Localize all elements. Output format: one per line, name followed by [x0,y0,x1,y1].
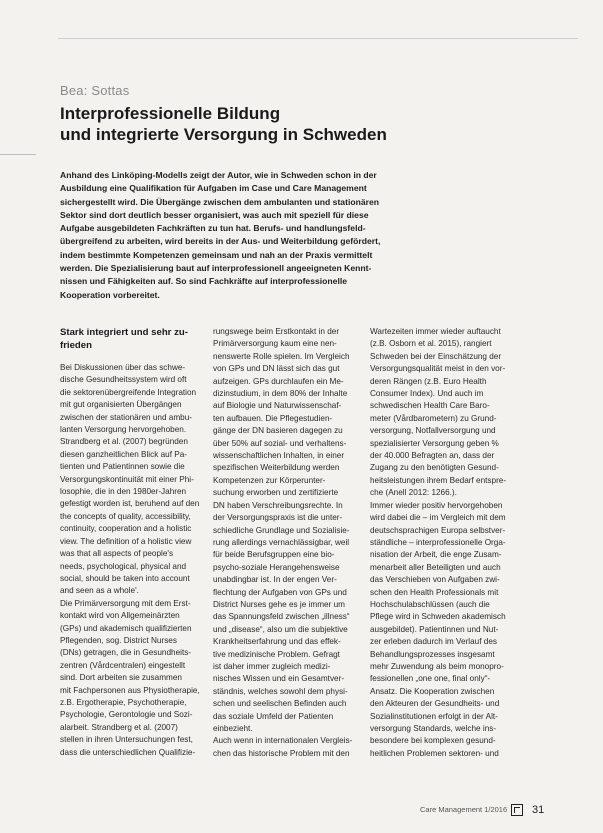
text-line: indem bestimmte Kompetenzen gemeinsam und nah an der Praxis vermittelt [60,249,373,260]
page-icon [511,804,523,816]
text-line: unabdingbar ist. In der engen Ver- [213,575,337,585]
text-line: suchung erworben und zertifizierte [213,488,339,498]
text-line: mit gut organisierten Übergängen [60,400,182,410]
title-line: und integrierte Versorgung in Schweden [60,125,387,144]
text-line: Aufgabe ausgebildeten Fachkräften zu tun hat. Berufs- und handlungsfeld- [60,223,366,234]
text-line: von GPs und DN lässt sich das gut [213,364,340,374]
text-line: besondere bei komplexen gesund- [370,736,496,746]
text-line: psycho-soziale Herangehensweise [213,562,340,572]
text-line: aufzeigen. GPs durchlaufen ein Me- [213,376,344,386]
text-line: flechtung der Aufgaben von GPs und [213,587,347,597]
text-line: schen den Health Professionals mit [370,587,499,597]
text-line: Psychologie, Gerontologie und Sozi- [60,710,193,720]
text-line: wissenschaftlichen Inhalten, in einer [213,451,345,461]
text-line: Consumer Index). Und auch im [370,389,484,399]
section-heading-line: Stark integriert und sehr zu- [60,327,188,338]
text-line: ten aufbauen. Die Pflegestudien- [213,413,333,423]
text-line: gefestigt worden ist, beruhend auf den [60,499,200,509]
text-line: deren Rängen (z.B. Euro Health [370,376,487,386]
author-name: Bea: Sottas [60,83,130,98]
section-heading [60,326,210,352]
text-line: menarbeit aller Beteiligten und auch [370,562,501,572]
text-line: District Nurses gehe es je immer um [213,599,345,609]
page-number: 31 [532,804,545,816]
text-line: Wartezeiten immer wieder auftaucht [370,327,501,336]
text-line: dass die unterschiedlichen Qualifizie- [60,747,196,757]
text-line: meter (Vårdbarometern) zu Grund- [370,413,497,423]
text-line: spezifischen Weiterbildung werden [213,463,340,473]
text-line: deutschsprachigen Europa selbstver- [370,525,506,535]
text-line: and seen as a whole'. [60,586,139,596]
text-line: diesen ganzheitlichen Blick auf Pa- [60,449,187,459]
text-line: heitlichen Problemen sektoren- und [370,748,499,758]
text-line: Auch wenn in internationalen Vergleis- [213,736,353,746]
text-line: das Spannungsfeld zwischen „illness“ [213,612,350,622]
text-line: Behandlungsprozesses insgesamt [370,649,495,659]
text-line: das soziale Umfeld der Patienten [213,711,334,721]
text-line: ständliche – interprofessionelle Orga- [370,537,506,547]
text-line: fessionellen „one one, final only“- [370,674,491,684]
text-line: social, should be taken into account [60,573,190,583]
text-line: kontakt wird von Allgemeinärzten [60,611,180,621]
text-line: Zugang zu den benötigten Gesund- [370,463,499,473]
text-line: Versorgungsqualität meist in den vor- [370,364,506,374]
text-line: und „disease“, also um die subjektive [213,624,348,634]
column-body [60,362,210,759]
text-line: Pflegenden, sog. District Nurses [60,635,177,645]
text-line: mit Fachpersonen aus Physiotherapie, [60,685,200,695]
text-line: (GPs) und akademisch qualifizierten [60,623,192,633]
text-line: der Versorgungspraxis ist die unter- [213,513,343,523]
text-line: versorgung Standards, welche ins- [370,724,497,733]
text-column-2 [213,326,363,760]
text-line: alarbeit. Strandberg et al. (2007) [60,722,178,732]
text-line: Ausbildung eine Qualifikation für Aufgaben im Case und Care Management [60,183,367,194]
text-line: gänge der DN basieren dagegen zu [213,426,343,436]
section-heading-line: frieden [60,340,92,351]
text-line: Krankheitserfahrung und das effek- [213,637,341,647]
text-line: was that all aspects of people's [60,549,174,559]
margin-rule [0,154,36,155]
text-line: DN haben Verschreibungsrechte. In [213,500,343,510]
text-line: ist daher immer zugleich medizi- [213,661,331,671]
text-line: Pflege wird in Schweden akademisch [370,612,506,622]
text-line: versorgung, Notfallversorgung und [370,426,496,436]
text-line: schen und seelischen Befinden auch [213,699,347,709]
text-line: Hochschulabschlüssen (auch die [370,599,490,609]
text-line: dizinstudium, in dem 80% der Inhalte [213,389,348,399]
text-line: Anhand des Linköping-Modells zeigt der Autor, wie in Schweden schon in der [60,170,377,180]
text-line: werden. Die Spezialisierung baut auf interprofessionell angeeigneten Kennt- [60,263,372,274]
text-line: zentren (Vårdcentralen) eingestellt [60,660,186,670]
text-line: schiedliche Grundlage und Sozialisie- [213,525,350,535]
text-line: sind. Dort arbeiten sie zusammen [60,673,182,683]
text-line: wird dabei die – im Vergleich mit dem [370,513,506,523]
text-line: zwischen der stationären und ambu- [60,412,192,422]
text-line: Strandberg et al. (2007) begründen [60,437,188,447]
text-line: tive medizinische Problem. Gefragt [213,649,340,659]
text-column-1 [60,326,210,759]
text-line: das Verschieben von Aufgaben zwi- [370,575,500,585]
text-line: (z.B. Osborn et al. 2015), rangiert [370,339,492,349]
text-line: losophie, die in den 1980er-Jahren [60,487,187,497]
text-line: continuity, cooperation and a holistic [60,524,192,534]
article-title [60,103,387,145]
text-line: dische Gesundheitssystem wird oft [60,375,187,385]
text-line: ausgebildet). Patientinnen und Nut- [370,624,499,634]
text-line: stellen in ihren Untersuchungen fest, [60,735,193,745]
text-line: rung allerdings vernachlässigbar, weil [213,537,350,547]
text-line: Immer wieder positiv hervorgehoben [370,500,503,510]
text-line: needs, psychological, physical and [60,561,187,571]
text-line: der 40.000 Befragten an, dass der [370,451,495,461]
text-column-3 [370,326,520,760]
text-line: übergreifend zu arbeiten, wird bereits in der Aus- und Weiterbildung gefördert, [60,236,381,247]
text-line: Schweden bei der Einschätzung der [370,351,502,361]
text-line: nissen und Fähigkeiten auf. So sind Fachkräfte auf interprofessionelle [60,276,347,287]
text-line: zer erleben dadurch im Verlauf des [370,637,497,647]
text-line: Ansatz. Die Kooperation zwischen [370,686,495,696]
text-line: Sozialinstitutionen erfolgt in der Alt- [370,711,498,721]
text-line: für beide Berufsgruppen eine bio- [213,550,335,560]
text-line: ständnis, welches sowohl dem physi- [213,686,348,696]
text-line: (DNs) getragen, die in Gesundheits- [60,648,192,658]
text-line: Bei Diskussionen über das schwe- [60,363,186,372]
title-line: Interprofessionelle Bildung [60,104,281,123]
journal-footer: Care Management 1/2016 [420,805,508,814]
text-line: heitsleistungen ihrem Bedarf entspre- [370,475,507,485]
text-line: Kompetenzen zur Körperunter- [213,475,326,485]
header-rule [58,38,578,39]
article-abstract [60,169,566,302]
text-line: Die Primärversorgung mit dem Erst- [60,598,191,608]
text-line: Kooperation vorbereitet. [60,289,160,300]
text-line: che (Anell 2012: 1266.). [370,488,457,498]
text-line: tienten und Patientinnen sowie die [60,462,185,472]
text-line: nisches Wissen und ein Gesamtver- [213,674,345,684]
text-line: schwedischen Health Care Baro- [370,401,490,411]
text-line: z.B. Ergotherapie, Psychotherapie, [60,697,187,707]
text-line: the concepts of quality, accessibility, [60,511,191,521]
text-line: rungswege beim Erstkontakt in der [213,327,340,336]
text-line: spezialisierter Versorgung geben % [370,438,499,448]
text-line: view. The definition of a holistic view [60,536,192,546]
text-line: den Akteuren der Gesundheits- und [370,699,500,709]
text-line: lanten Versorgung hervorgehoben. [60,425,187,435]
text-line: Primärversorgung kaum eine nen- [213,339,337,349]
text-line: nisation der Arbeit, die enge Zusam- [370,550,502,560]
text-line: nenswerte Rolle spielen. Im Vergleich [213,351,350,361]
text-line: chen das historische Problem mit den [213,748,350,758]
text-line: über 50% auf sozial- und verhaltens- [213,438,347,448]
text-line: sichergestellt wird. Die Übergänge zwischen dem ambulanten und stationären [60,196,379,207]
text-line: mehr Zuwendung als beim monopro- [370,661,504,671]
text-line: Versorgungskontinuität mit einer Phi- [60,474,194,484]
text-line: Sektor sind dort deutlich besser organisiert, was auch mit speziell für diese [60,209,369,220]
text-line: die sektorenübergreifende Integration [60,387,197,397]
text-line: einbezieht. [213,724,253,733]
text-line: auf Biologie und Naturwissenschaf- [213,401,342,411]
